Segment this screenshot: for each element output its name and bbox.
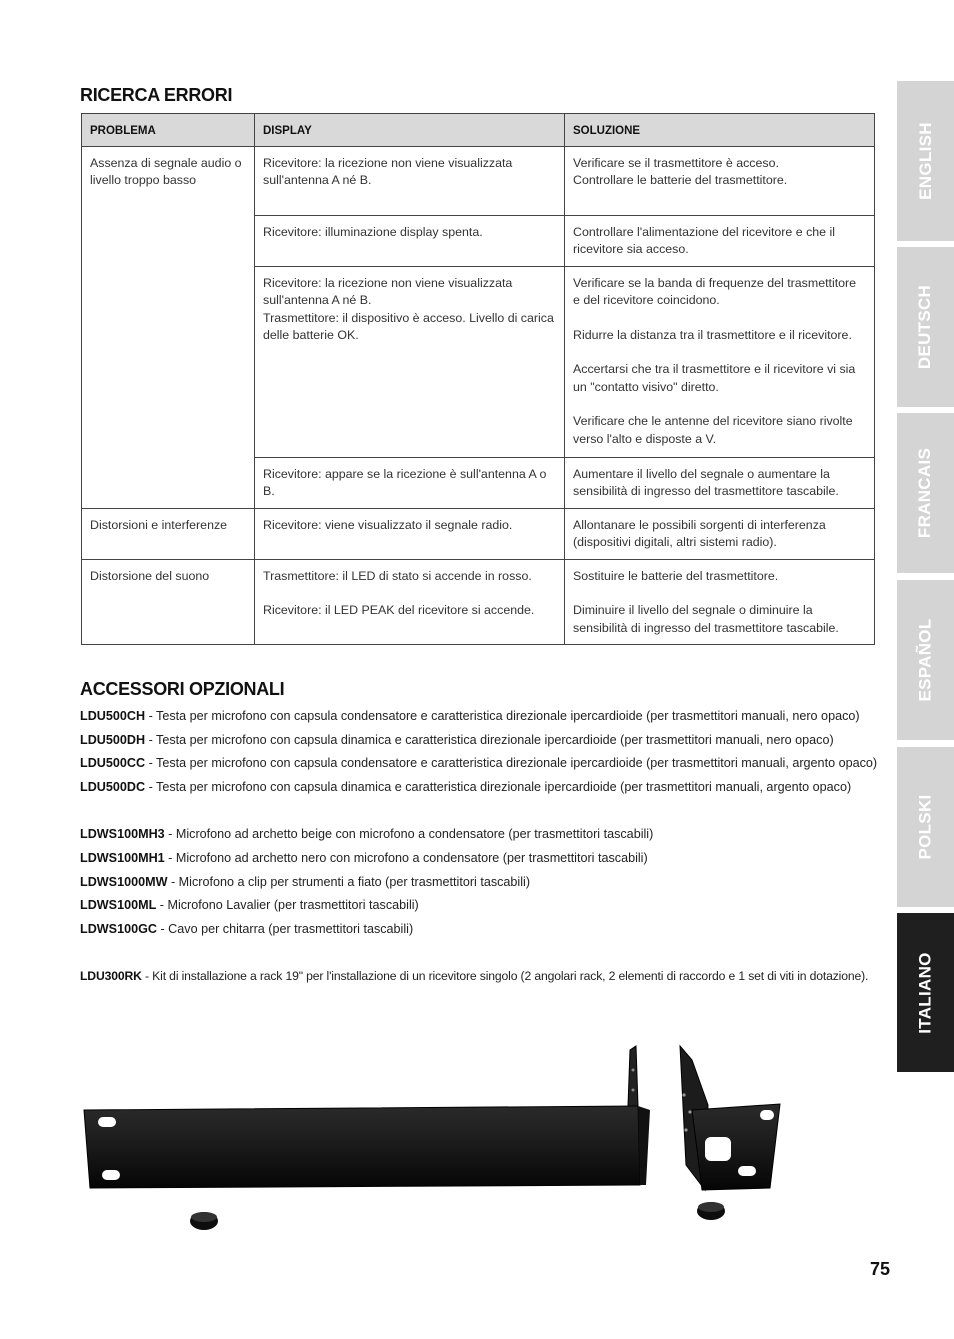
header-display: DISPLAY [255,114,565,147]
list-item [80,730,880,754]
mounting-slot [98,1117,116,1127]
accessory-description: - Microfono Lavalier (per trasmettitori tascabili) [156,898,419,913]
table-row [82,559,875,644]
display-cell: Ricevitore: illuminazione display spenta. [255,215,565,266]
solution-cell [565,559,875,644]
solution-paragraph: Verificare che le antenne del ricevitore siano rivolte verso l'alto e disposte a V. [573,414,853,446]
accessory-code: LDU300RK [80,969,142,984]
accessory-code: LDWS100GC [80,921,157,936]
list-item [80,966,880,990]
header-problem: PROBLEMA [82,114,255,147]
tab-english[interactable] [897,81,954,241]
accessory-description: - Testa per microfono con capsula dinamica e caratteristica direzionale ipercardioide (per trasmettitori manuali, nero opaco) [145,732,834,747]
accessory-code: LDU500DH [80,732,146,747]
accessory-code: LDWS1000MW [80,874,168,889]
tab-label: ESPAÑOL [915,618,935,702]
display-line: Trasmettitore: il dispositivo è acceso. Livello di carica delle batterie OK. [263,310,554,342]
solution-cell [565,146,875,215]
table-row [82,508,875,559]
mounting-hole [705,1137,731,1161]
list-item [80,919,880,943]
list-item [80,824,880,848]
problem-cell: Distorsione del suono [82,559,255,644]
accessory-code: LDU500CC [80,756,146,771]
list-item [80,777,880,801]
accessory-description: - Testa per microfono con capsula condensatore e caratteristica direzionale ipercardioide (per trasmettitori manuali, nero opaco) [145,709,860,723]
header-solution: SOLUZIONE [565,114,875,147]
solution-cell: Controllare l'alimentazione del ricevitore e che il ricevitore sia acceso. [565,215,875,266]
display-paragraph: Ricevitore: il LED PEAK del ricevitore si accende. [263,603,535,617]
accessory-description: - Kit di installazione a rack 19" per l'installazione di un ricevitore singolo (2 angolari rack, 2 elementi di raccordo e 1 set di viti in dotazione). [141,969,869,984]
tab-label: ENGLISH [915,122,935,200]
tab-espanol[interactable] [897,580,954,740]
display-cell: Ricevitore: la ricezione non viene visualizzata sull'antenna A né B. [255,146,565,215]
accessory-code: LDU500CH [80,709,146,723]
accessories-list [80,706,880,990]
accessory-description: - Testa per microfono con capsula condensatore e caratteristica direzionale ipercardioide (per trasmettitori manuali, argento opaco) [145,756,878,771]
problem-cell: Assenza di segnale audio o livello troppo basso [82,146,255,508]
tab-italiano[interactable] [897,913,954,1072]
tab-polski[interactable] [897,747,954,907]
list-item [80,706,880,730]
accessory-description: - Cavo per chitarra (per trasmettitori tascabili) [156,921,414,936]
accessory-code: LDWS100MH1 [80,850,165,865]
solution-paragraph: Accertarsi che tra il trasmettitore e il ricevitore vi sia un "contatto visivo" diretto. [573,362,856,394]
display-cell [255,559,565,644]
table-header-row [82,114,875,147]
accessory-description: - Microfono a clip per strumenti a fiato (per trasmettitori tascabili) [167,874,531,889]
tab-francais[interactable] [897,413,954,573]
problem-cell: Distorsioni e interferenze [82,508,255,559]
tab-label: DEUTSCH [915,284,935,370]
list-spacer [80,800,880,824]
display-paragraph: Trasmettitore: il LED di stato si accende in rosso. [263,568,532,583]
list-item [80,895,880,919]
accessory-code: LDWS100ML [80,898,157,913]
solution-paragraph: Diminuire il livello del segnale o diminuire la sensibilità di ingresso del trasmettitore tascabile. [573,603,839,635]
solution-line: Controllare le batterie del trasmettitore. [573,173,788,187]
mounting-slot [738,1166,756,1176]
display-cell: Ricevitore: appare se la ricezione è sull'antenna A o B. [255,457,565,508]
list-item [80,753,880,777]
section-title-accessories: ACCESSORI OPZIONALI [80,679,285,699]
solution-paragraph: Ridurre la distanza tra il trasmettitore e il ricevitore. [573,327,852,342]
display-cell: Ricevitore: viene visualizzato il segnale radio. [255,508,565,559]
tab-label: FRANCAIS [915,447,935,539]
rack-kit-illustration [80,1040,790,1235]
mounting-slot [102,1170,120,1180]
long-rack-angle [84,1046,650,1188]
list-item [80,848,880,872]
tab-label: ITALIANO [915,951,935,1034]
accessory-description: - Microfono ad archetto nero con microfono a condensatore (per trasmettitori tascabili) [164,850,648,865]
accessory-code: LDWS100MH3 [80,827,165,842]
tab-label: POLSKI [915,794,935,860]
display-cell [255,266,565,457]
solution-cell: Allontanare le possibili sorgenti di interferenza (dispositivi digitali, altri sistemi radio). [565,508,875,559]
accessory-description: - Microfono ad archetto beige con microfono a condensatore (per trasmettitori tascabili) [164,827,654,842]
solution-cell [565,266,875,457]
mounting-slot [760,1110,774,1120]
solution-line: Verificare se il trasmettitore è acceso. [573,155,779,170]
accessory-code: LDU500DC [80,779,146,794]
tab-deutsch[interactable] [897,247,954,407]
solution-paragraph: Sostituire le batterie del trasmettitore. [573,568,779,583]
list-spacer [80,942,880,966]
short-rack-angle [680,1046,780,1190]
display-line: Ricevitore: la ricezione non viene visualizzata sull'antenna A né B. [263,275,513,307]
page-number: 75 [870,1259,891,1279]
solution-cell: Aumentare il livello del segnale o aumentare la sensibilità di ingresso del trasmettitore tascabile. [565,457,875,508]
accessory-description: - Testa per microfono con capsula dinamica e caratteristica direzionale ipercardioide (per trasmettitori manuali, argento opaco) [145,779,852,794]
rubber-feet [190,1202,725,1230]
solution-paragraph: Verificare se la banda di frequenze del trasmettitore e del ricevitore coincidono. [573,275,857,307]
section-title-troubleshooting: RICERCA ERRORI [80,85,233,105]
troubleshooting-table [81,113,875,645]
table-row [82,146,875,215]
list-item [80,872,880,896]
